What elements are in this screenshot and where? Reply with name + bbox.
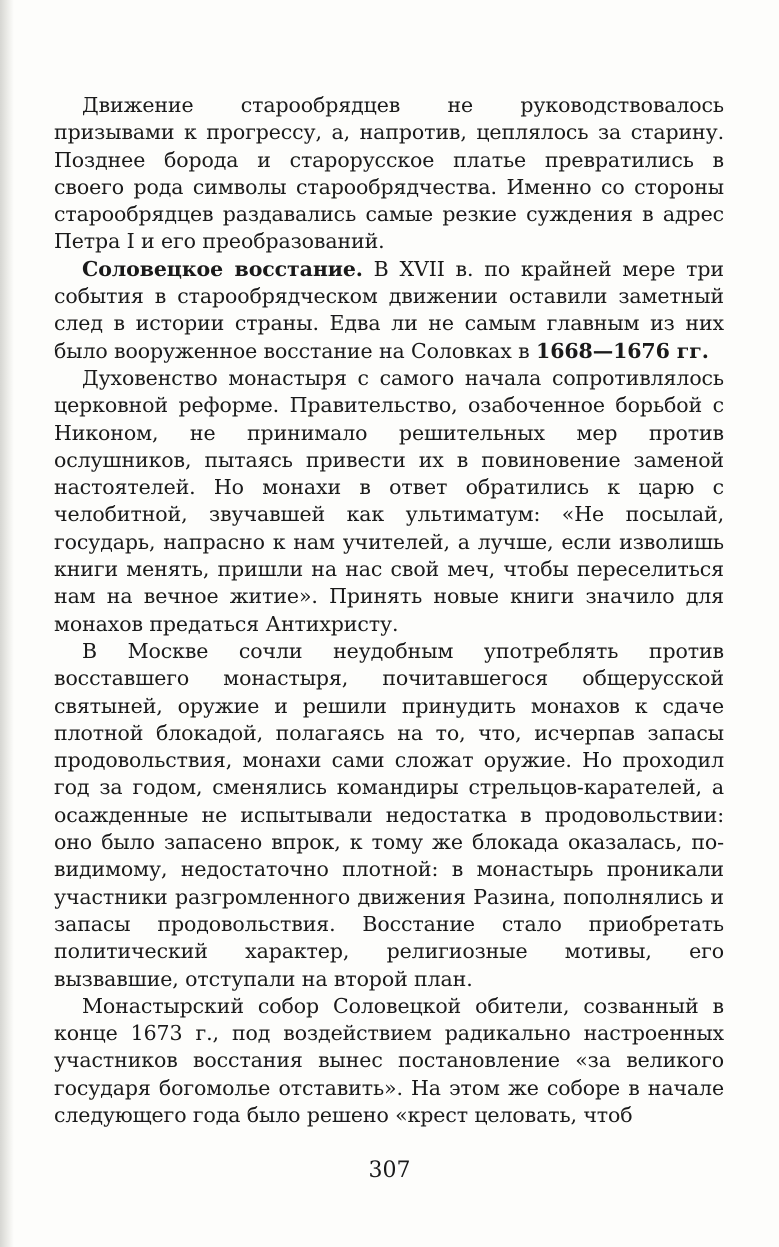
body-text: [54, 92, 724, 1129]
paragraph-old-believers: Движение старообрядцев не руководствовалось призывами к прогрессу, а, напротив, цеплялось за старину. Позднее борода и старорусское платье превратились в своего рода символы старообрядчества. Именно со стороны старообрядцев раздавались самые резкие суждения в адрес Петра I и его преобразований.: [54, 93, 724, 254]
section-heading-solovetsky-uprising: Соловецкое восстание.: [82, 256, 363, 281]
page-number: 307: [368, 1158, 411, 1183]
uprising-dates: 1668—1676 гг.: [536, 338, 709, 363]
paragraph-monastery-council: Монастырский собор Соловецкой обители, созванный в конце 1673 г., под воздействием радикально настроенных участников восстания вынес постановление «за великого государя богомолье отставить». На этом же соборе в начале следующего года было решено «крест целовать, чтоб: [54, 993, 724, 1127]
paragraph-moscow-blockade: В Москве сочли неудобным употреблять против восставшего монастыря, почитавшегося общерусской святыней, оружие и решили принудить монахов к сдаче плотной блокадой, полагаясь на то, что, исчерпав запасы продовольствия, монахи сами сложат оружие. Но проходил год за годом, сменялись командиры стрельцов-карателей, а осажденные не испытывали недостатка в продовольствии: оно было запасено впрок, к тому же блокада оказалась, по-видимому, недостаточно плотной: в монастырь проникали участники разгромленного движения Разина, пополнялись и запасы продовольствия. Восстание стало приобретать политический характер, религиозные мотивы, его вызвавшие, отступали на второй план.: [54, 638, 724, 991]
paragraph-solovetsky-uprising: [54, 256, 724, 365]
paragraph-clergy-resistance: Духовенство монастыря с самого начала сопротивлялось церковной реформе. Правительство, озабоченное борьбой с Никоном, не принимало решительных мер против ослушников, пытаясь привести их в повиновение заменой настоятелей. Но монахи в ответ обратились к царю с челобитной, звучавшей как ультиматум: «Не посылай, государь, напрасно к нам учителей, а лучше, если изволишь книги менять, пришли на нас свой меч, чтобы переселиться нам на вечное житие». Принять новые книги значило для монахов предаться Антихристу.: [54, 365, 724, 636]
paragraph-solovetsky-text: В XVII в. по крайней мере три события в старообрядческом движении оставили заметный след в истории страны. Едва ли не самым главным из них было вооруженное восстание на Соловках в: [54, 256, 724, 363]
page-gutter-shadow: [0, 0, 14, 1247]
